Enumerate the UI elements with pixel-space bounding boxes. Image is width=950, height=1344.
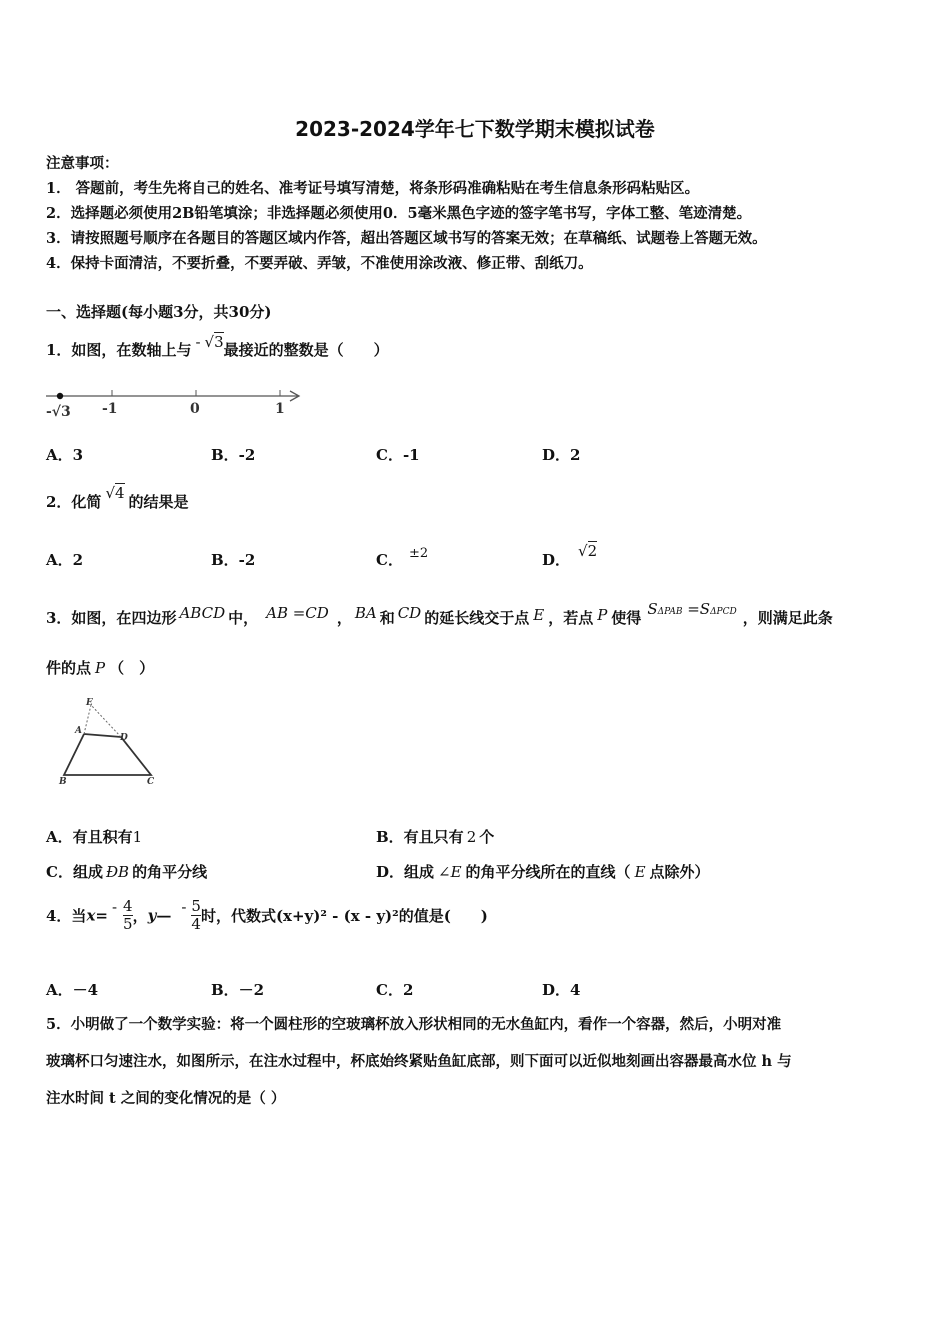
number-line-label-neg1: -1 bbox=[102, 401, 118, 417]
q3-area-eq: SΔPAB =SΔPCD bbox=[647, 600, 737, 618]
number-line bbox=[40, 380, 310, 425]
q2-option-a[interactable]: A．2 bbox=[46, 551, 84, 569]
q3-abcd: ABCD bbox=[179, 604, 226, 622]
number-line-label-0: 0 bbox=[190, 401, 200, 417]
number-line-label-1: 1 bbox=[275, 401, 285, 417]
q3-p: P bbox=[597, 606, 608, 624]
note-item-2: 2．选择题必须使用2B铅笔填涂；非选择题必须使用0．5毫米黑色字迹的签字笔书写，字体工整、笔迹清楚。 bbox=[46, 205, 752, 222]
q1-stem bbox=[46, 333, 389, 360]
notes-heading: 注意事项： bbox=[46, 155, 119, 172]
q3-fig-label-d: D bbox=[120, 733, 128, 743]
q4-option-c[interactable]: C．2 bbox=[376, 981, 414, 999]
q3-ba: BA bbox=[354, 604, 377, 622]
q2-option-c[interactable]: C． ±2 bbox=[376, 546, 429, 569]
q3-option-d[interactable]: D．组成 ∠E 的角平分线所在的直线（ E 点除外） bbox=[376, 863, 710, 881]
q1-pre: 1．如图，在数轴上与 bbox=[46, 341, 192, 359]
q1-option-d[interactable]: D．2 bbox=[542, 446, 581, 464]
q1-post: 最接近的整数是（ ） bbox=[223, 341, 389, 359]
q3-option-c[interactable]: C．组成 ĐB 的角平分线 bbox=[46, 863, 208, 881]
q4-fraction-1: $\frac{4}{5}$ bbox=[123, 897, 133, 933]
section-heading: 一、选择题(每小题3分，共30分) bbox=[46, 303, 272, 321]
q1-minus: - bbox=[195, 333, 201, 351]
q3-cd: CD bbox=[397, 604, 422, 622]
q3-fig-label-c: C bbox=[147, 777, 155, 787]
q5-line-1: 5．小明做了一个数学实验：将一个圆柱形的空玻璃杯放入形状相同的无水鱼缸内，看作一个容器，然后，小明对准 bbox=[46, 1016, 782, 1033]
page-title: 2023-2024学年七下数学期末模拟试卷 bbox=[295, 117, 655, 141]
q4-option-a[interactable]: A．－4 bbox=[46, 981, 99, 999]
note-item-3: 3．请按照题号顺序在各题目的答题区域内作答，超出答题区域书写的答案无效；在草稿纸、试题卷上答题无效。 bbox=[46, 230, 767, 247]
note-item-4: 4．保持卡面清洁，不要折叠，不要弄破、弄皱，不准使用涂改液、修正带、刮纸刀。 bbox=[46, 255, 593, 272]
q3-ext-cd bbox=[91, 705, 121, 737]
q3-option-b[interactable]: B．有且只有 2 个 bbox=[376, 828, 495, 846]
q2-option-d[interactable]: D． √2 bbox=[542, 542, 598, 569]
q5-line-3: 注水时间 t 之间的变化情况的是（ ） bbox=[46, 1090, 286, 1107]
q3-fig-label-a: A bbox=[75, 726, 82, 736]
q2-option-c-math: ±2 bbox=[408, 546, 429, 561]
q3-ext-ba bbox=[84, 705, 91, 734]
q3-fig-label-b: B bbox=[59, 777, 67, 787]
q3-e: E bbox=[533, 606, 545, 624]
q1-option-c[interactable]: C．-1 bbox=[376, 446, 420, 464]
q4-option-d[interactable]: D．4 bbox=[542, 981, 581, 999]
q4-option-b[interactable]: B．－2 bbox=[211, 981, 265, 999]
number-line-label-neg-sqrt3: -√3 bbox=[46, 404, 71, 420]
q1-option-a[interactable]: A．3 bbox=[46, 446, 84, 464]
q4-stem: 4．当x= - $\frac{4}{5}$ ，y— - $\frac{5}{4}$ 时，代数式(x+y)² - (x - y)²的值是( ) bbox=[46, 897, 488, 933]
q2-stem bbox=[46, 484, 189, 512]
q2-post: 的结果是 bbox=[128, 493, 189, 511]
q3-fig-label-e: E bbox=[86, 698, 93, 708]
number-line-point bbox=[57, 393, 63, 399]
q5-line-2: 玻璃杯口匀速注水，如图所示，在注水过程中，杯底始终紧贴鱼缸底部，则下面可以近似地刻画出容器最高水位 h 与 bbox=[46, 1053, 792, 1070]
q2-option-b[interactable]: B．-2 bbox=[211, 551, 256, 569]
q3-option-a[interactable]: A．有且积有1 bbox=[46, 828, 143, 846]
q3-stem-line2: 件的点 P （ ） bbox=[46, 659, 155, 677]
q2-pre: 2．化简 bbox=[46, 493, 102, 511]
q3-ab-eq-cd: AB =CD bbox=[266, 604, 329, 622]
note-item-1: 1． 答题前，考生先将自己的姓名、准考证号填写清楚，将条形码准确粘贴在考生信息条形码粘贴区。 bbox=[46, 180, 700, 197]
q2-sqrt-icon: √4 bbox=[105, 484, 125, 502]
q3-quad-outline bbox=[64, 734, 151, 775]
q1-sqrt-icon: √3 bbox=[204, 333, 224, 351]
q1-option-b[interactable]: B．-2 bbox=[211, 446, 256, 464]
q3-quadrilateral-figure bbox=[55, 695, 165, 790]
q2-option-d-sqrt-icon: √2 bbox=[578, 542, 598, 560]
q4-fraction-2: $\frac{5}{4}$ bbox=[191, 897, 201, 933]
q3-stem-line1: 3．如图，在四边形 ABCD 中， AB =CD ， BA 和 CD 的延长线交于点 E ，若点 P 使得 SΔPAB =SΔPCD ，则满足此条 bbox=[46, 600, 833, 627]
